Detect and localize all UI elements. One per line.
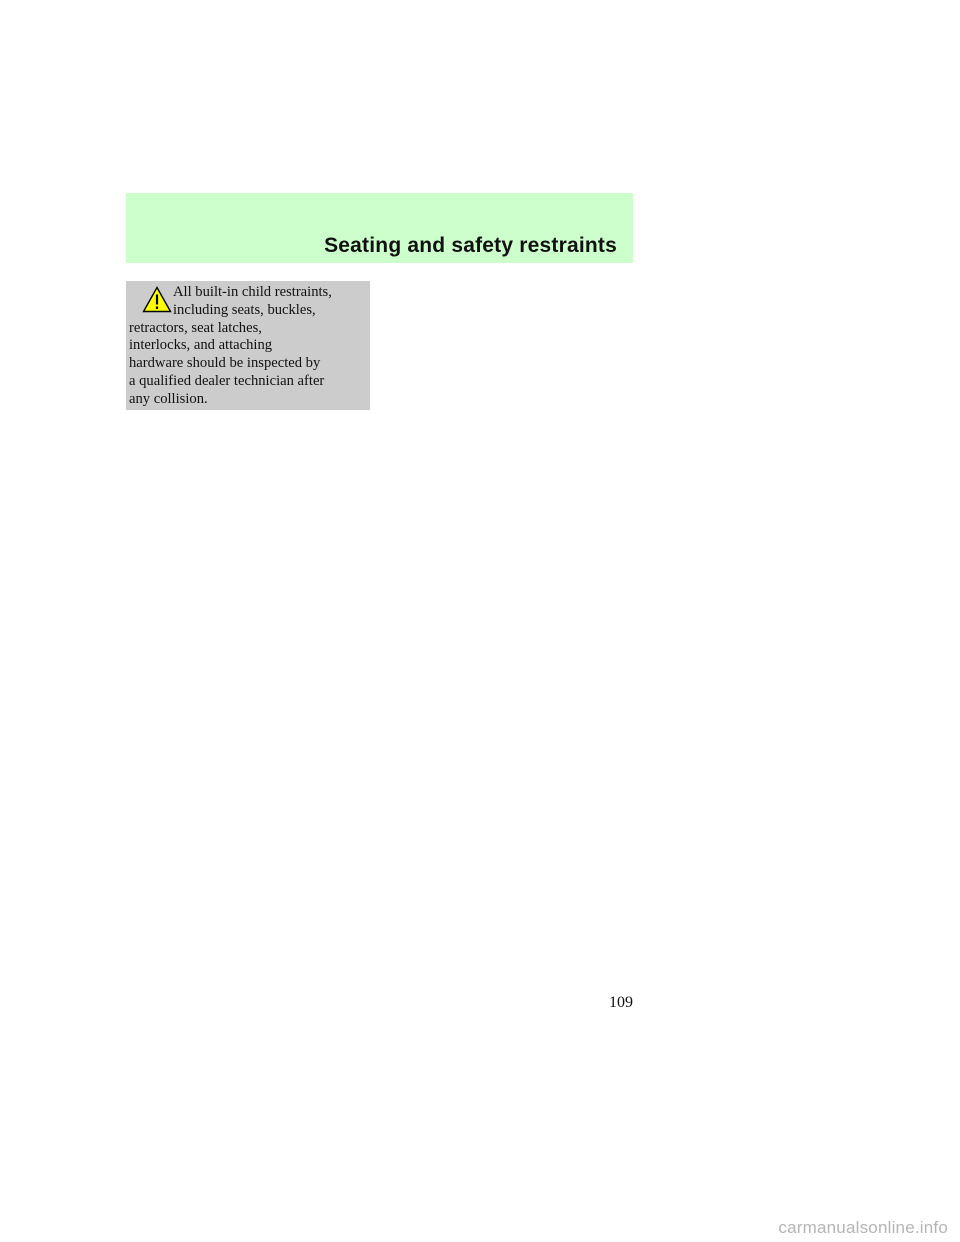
- warning-line: retractors, seat latches,: [129, 319, 262, 336]
- warning-box: [126, 281, 370, 410]
- warning-text: [129, 284, 367, 409]
- warning-line: a qualified dealer technician after: [129, 372, 325, 389]
- warning-line: interlocks, and attaching: [129, 337, 273, 354]
- warning-line: including seats, buckles,: [173, 301, 316, 318]
- section-header-band: [126, 193, 633, 263]
- warning-line: hardware should be inspected by: [129, 355, 321, 372]
- warning-line: any collision.: [129, 390, 208, 407]
- section-title: Seating and safety restraints: [324, 234, 617, 257]
- page-number: 109: [609, 994, 633, 1011]
- site-watermark: carmanualsonline.info: [778, 1218, 948, 1237]
- warning-line: All built-in child restraints,: [173, 284, 332, 300]
